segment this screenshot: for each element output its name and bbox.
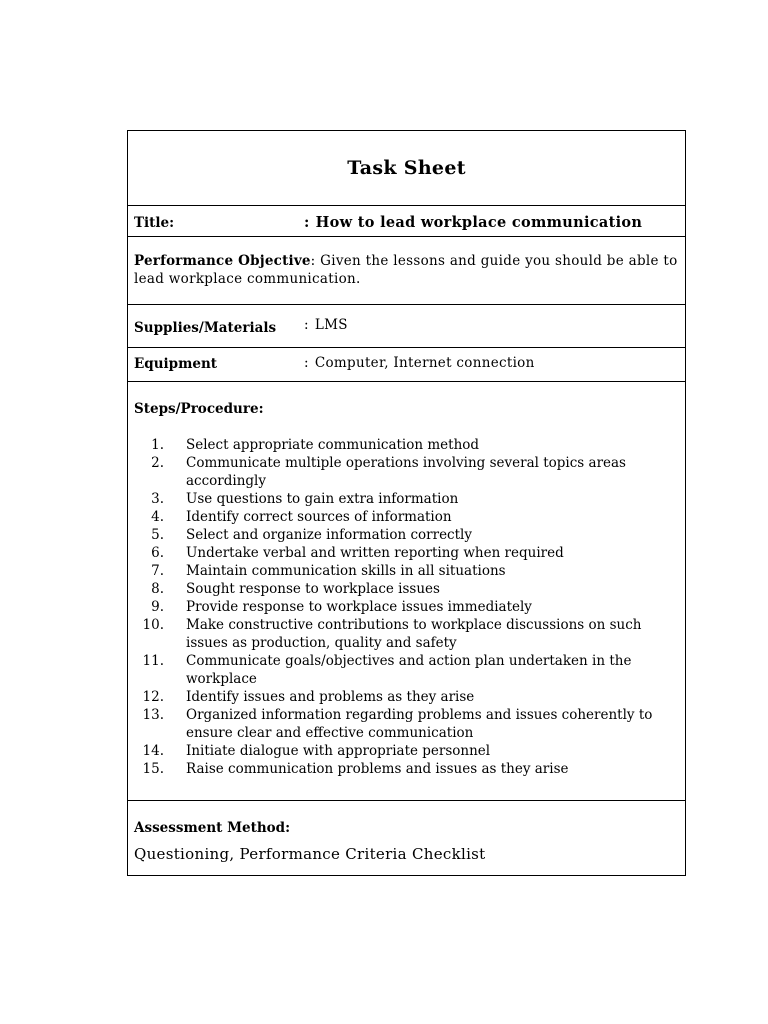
step-text: Use questions to gain extra information xyxy=(186,491,459,507)
supplies-value xyxy=(304,317,348,333)
list-item xyxy=(128,742,685,760)
equipment-row xyxy=(128,348,685,382)
step-text: Maintain communication skills in all situations xyxy=(186,563,506,579)
step-number: 2. xyxy=(151,455,164,471)
title-row xyxy=(128,206,685,237)
supplies-colon: : xyxy=(304,317,309,333)
steps-list xyxy=(128,436,685,778)
title-label: Title: xyxy=(134,215,175,231)
list-item xyxy=(128,760,685,778)
list-item xyxy=(128,580,685,598)
step-text: Communicate goals/objectives and action plan undertaken in the workplace xyxy=(186,653,632,687)
assessment-label: Assessment Method: xyxy=(134,820,291,836)
title-value xyxy=(304,214,642,231)
step-text: Sought response to workplace issues xyxy=(186,581,440,597)
equipment-colon: : xyxy=(304,355,309,371)
list-item xyxy=(128,454,685,490)
task-sheet-table xyxy=(127,130,686,876)
step-number: 6. xyxy=(151,545,164,561)
step-number: 14. xyxy=(142,743,164,759)
step-number: 1. xyxy=(151,437,164,453)
list-item xyxy=(128,526,685,544)
step-number: 5. xyxy=(151,527,164,543)
step-text: Undertake verbal and written reporting when required xyxy=(186,545,564,561)
step-number: 4. xyxy=(151,509,164,525)
performance-objective-row xyxy=(128,237,685,305)
equipment-value xyxy=(304,355,535,371)
list-item xyxy=(128,436,685,454)
list-item xyxy=(128,652,685,688)
step-number: 8. xyxy=(151,581,164,597)
supplies-label: Supplies/Materials xyxy=(134,320,277,336)
step-text: Provide response to workplace issues immediately xyxy=(186,599,532,615)
title-colon: : xyxy=(304,214,310,231)
list-item xyxy=(128,688,685,706)
step-number: 12. xyxy=(142,689,164,705)
equipment-label: Equipment xyxy=(134,356,218,372)
list-item xyxy=(128,562,685,580)
steps-label: Steps/Procedure: xyxy=(134,401,264,417)
step-number: 7. xyxy=(151,563,164,579)
assessment-value: Questioning, Performance Criteria Checklist xyxy=(134,845,486,863)
step-text: Select appropriate communication method xyxy=(186,437,480,453)
step-number: 15. xyxy=(142,761,164,777)
list-item xyxy=(128,616,685,652)
step-number: 9. xyxy=(151,599,164,615)
list-item xyxy=(128,508,685,526)
list-item xyxy=(128,598,685,616)
step-text: Select and organize information correctly xyxy=(186,527,472,543)
list-item xyxy=(128,490,685,508)
step-text: Identify correct sources of information xyxy=(186,509,452,525)
step-number: 10. xyxy=(142,617,164,633)
task-sheet-header-row xyxy=(128,131,685,206)
performance-objective-paragraph xyxy=(134,252,679,288)
step-text: Identify issues and problems as they arise xyxy=(186,689,475,705)
title-text: How to lead workplace communication xyxy=(315,214,643,231)
performance-objective-label: Performance Objective xyxy=(134,253,311,269)
equipment-text: Computer, Internet connection xyxy=(314,355,535,371)
page-title: Task Sheet xyxy=(347,157,466,179)
assessment-method-row xyxy=(128,801,685,875)
list-item xyxy=(128,544,685,562)
supplies-row xyxy=(128,305,685,348)
step-text: Initiate dialogue with appropriate personnel xyxy=(186,743,491,759)
step-number: 13. xyxy=(142,707,164,723)
step-number: 3. xyxy=(151,491,164,507)
step-text: Make constructive contributions to workplace discussions on such issues as production, quality and safety xyxy=(186,617,642,651)
step-number: 11. xyxy=(142,653,164,669)
list-item xyxy=(128,706,685,742)
supplies-text: LMS xyxy=(314,317,348,333)
step-text: Communicate multiple operations involving several topics areas accordingly xyxy=(186,455,626,489)
step-text: Organized information regarding problems and issues coherently to ensure clear and effective communication xyxy=(186,707,653,741)
performance-objective-text: : Given the lessons and guide you should be able to lead workplace communication. xyxy=(134,253,678,287)
step-text: Raise communication problems and issues as they arise xyxy=(186,761,569,777)
steps-procedure-row xyxy=(128,382,685,801)
